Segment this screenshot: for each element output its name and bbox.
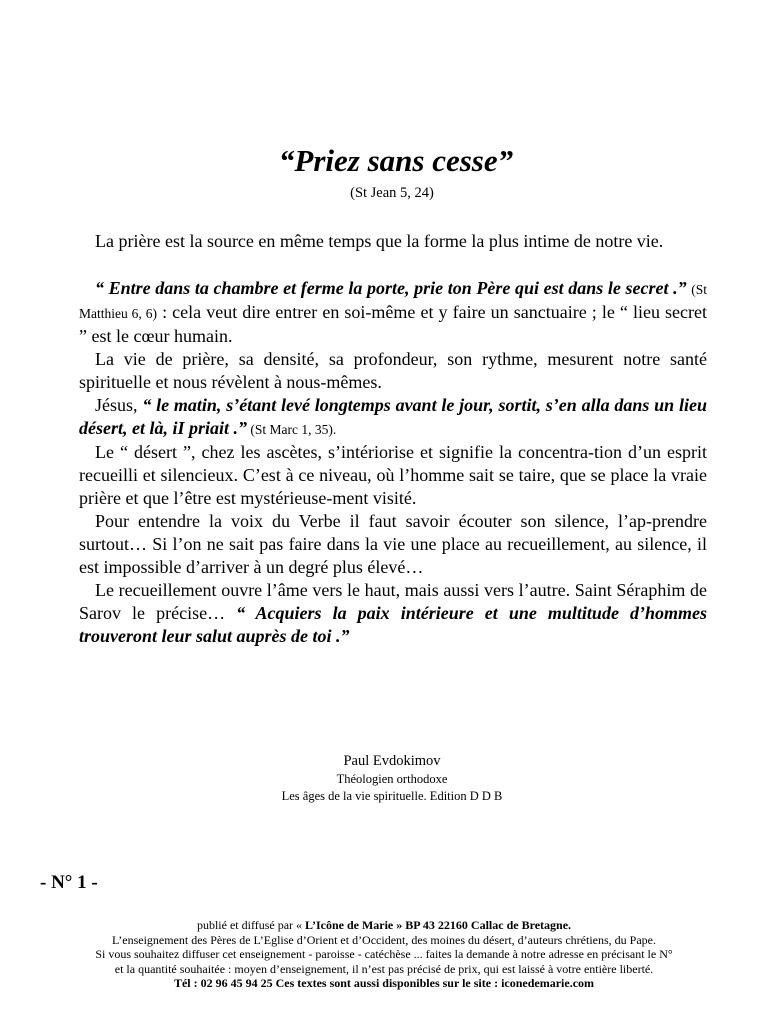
footer-publisher-address: L’Icône de Marie » BP 43 22160 Callac de Bretagne. — [305, 918, 572, 932]
quote-seraphim: “ Acquiers la paix intérieure et une multitude d’hommes trouveront leur salut auprès de toi .” — [79, 603, 707, 646]
ref-marc: (St Marc 1, 35). — [247, 422, 337, 437]
signature-block — [0, 752, 768, 805]
title-reference: (St Jean 5, 24) — [350, 185, 434, 201]
paragraph-silence-text: Pour entendre la voix du Verbe il faut savoir écouter son silence, l’ap-prendre surtout… Si l’on ne sait pas faire dans la vie une place au recueillement, au silence, il est impossible d’arriver à un degré plus élevé… — [79, 511, 707, 577]
footer-publisher-prefix: publié et diffusé par « — [196, 918, 306, 932]
paragraph-recueillement — [79, 579, 707, 648]
paragraph-prayer-life-text: La vie de prière, sa densité, sa profondeur, son rythme, mesurent notre santé spirituelle et nous révèlent à nous-mêmes. — [79, 349, 707, 392]
issue-number: - N° 1 - — [40, 872, 98, 893]
author-role: Théologien orthodoxe — [336, 772, 448, 786]
footer — [0, 918, 768, 991]
footer-contact-line: Tél : 02 96 45 94 25 Ces textes sont aussi disponibles sur le site : iconedemarie.com — [173, 976, 595, 990]
paragraph-intro-text: La prière est la source en même temps que la forme la plus intime de notre vie. — [95, 231, 664, 251]
paragraph-jesus — [79, 394, 707, 441]
quote-marc: “ le matin, s’étant levé longtemps avant le jour, sortit, s’en alla dans un lieu désert, et là, iI priait .” — [79, 395, 707, 438]
paragraph-desert-text: Le “ désert ”, chez les ascètes, s’intériorise et signifie la concentra-tion d’un esprit recueilli et silencieux. C’est à ce niveau, où l’homme sait se taire, que se place la vraie prière et que l’être est mystérieuse-ment visité. — [79, 442, 707, 508]
author-name: Paul Evdokimov — [343, 753, 441, 769]
footer-description-line: L’enseignement des Pères de L’Eglise d’Orient et d’Occident, des moines du désert, d’auteurs chrétiens, du Pape. — [112, 932, 656, 947]
body-text — [79, 230, 707, 648]
paragraph-chamber-text: : cela veut dire entrer en soi-même et y faire un sanctuaire ; le “ lieu secret ” est le cœur humain. — [79, 302, 707, 346]
quote-matthieu: “ Entre dans ta chambre et ferme la porte, prie ton Père qui est dans le secret .” — [95, 278, 687, 298]
ref-matthieu: (St Matthieu 6, 6) — [79, 282, 708, 321]
paragraph-jesus-lead: Jésus, — [95, 395, 143, 415]
footer-price-line: et la quantité souhaitée : moyen d’enseignement, il n’est pas précisé de prix, qui est laissé à votre entière liberté. — [114, 961, 654, 976]
paragraph-desert — [79, 441, 707, 510]
footer-publisher-line — [0, 918, 768, 933]
paragraph-intro — [79, 230, 707, 253]
paragraph-recueillement-lead: Le recueillement ouvre l’âme vers le haut, mais aussi vers l’autre. Saint Séraphim de Sarov le précise… — [79, 580, 707, 623]
footer-request-line: Si vous souhaitez diffuser cet enseignement - paroisse - catéchèse ... faites la demande à notre adresse en précisant le N° — [95, 947, 673, 961]
page-title: “Priez sans cesse” — [278, 143, 514, 178]
source-citation: Les âges de la vie spirituelle. Edition D D B — [281, 789, 503, 803]
paragraph-silence — [79, 510, 707, 579]
paragraph-prayer-life — [79, 348, 707, 394]
paragraph-chamber — [79, 277, 707, 348]
